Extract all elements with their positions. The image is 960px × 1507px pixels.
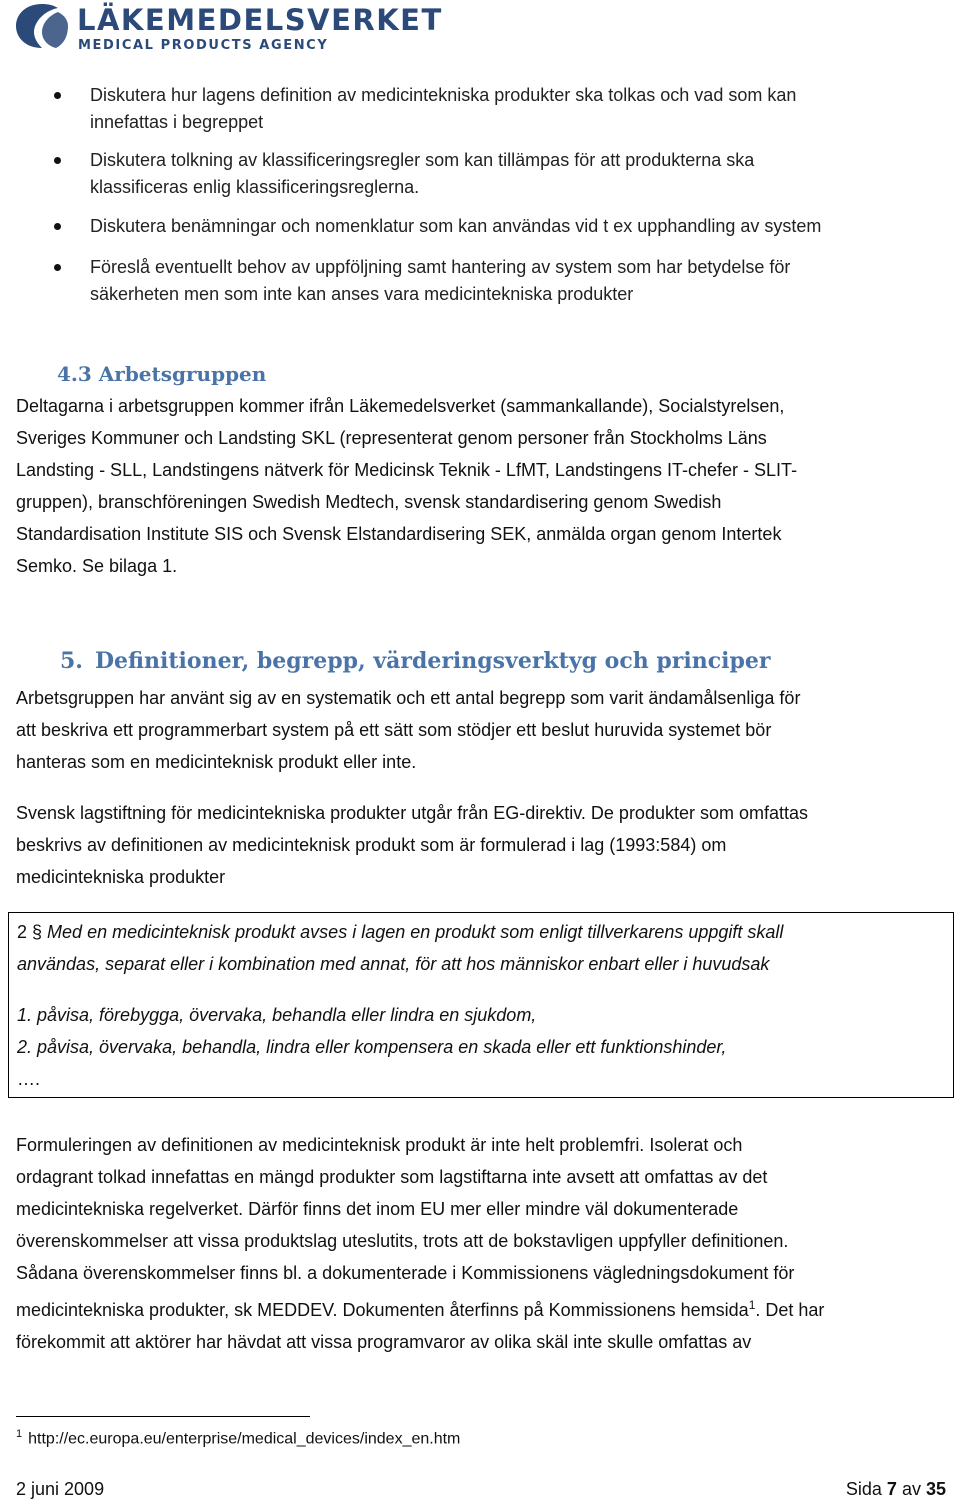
text-line: hanteras som en medicinteknisk produkt eller inte. bbox=[16, 752, 417, 772]
text-line: Deltagarna i arbetsgruppen kommer ifrån Läkemedelsverket (sammankallande), Socialstyrelsen, bbox=[16, 396, 785, 416]
bullet-line: innefattas i begreppet bbox=[90, 112, 264, 132]
bullet-icon bbox=[54, 92, 61, 99]
page-label: Sida bbox=[845, 1479, 882, 1499]
quote-line bbox=[17, 916, 783, 948]
bullet-list bbox=[0, 82, 940, 308]
bullet-line: Diskutera hur lagens definition av medicintekniska produkter ska tolkas och vad som kan bbox=[90, 85, 797, 105]
agency-logo bbox=[14, 2, 443, 53]
text-line: beskrivs av definitionen av medicinteknisk produkt som är formulerad i lag (1993:584) om bbox=[16, 835, 727, 855]
logo-subtitle: MEDICAL PRODUCTS AGENCY bbox=[78, 38, 329, 53]
quote-section-number: 2 § bbox=[17, 922, 43, 942]
quote-item: 2. påvisa, övervaka, behandla, lindra eller kompensera en skada eller ett funktionshinder, bbox=[17, 1037, 727, 1057]
text-line: Semko. Se bilaga 1. bbox=[16, 556, 178, 576]
total-pages: 35 bbox=[925, 1479, 946, 1499]
footnote-number: 1 bbox=[16, 1428, 23, 1440]
bullet-line: säkerheten men som inte kan anses vara medicintekniska produkter bbox=[90, 284, 634, 304]
bullet-line: Diskutera benämningar och nomenklatur som kan användas vid t ex upphandling av system bbox=[90, 216, 822, 236]
bullet-line: Diskutera tolkning av klassificeringsregler som kan tillämpas för att produkterna ska bbox=[90, 150, 755, 170]
text-line: Sveriges Kommuner och Landsting SKL (representerat genom personer från Stockholms Läns bbox=[16, 428, 767, 448]
text-line: förekommit att aktörer har hävdat att vissa programvaror av olika skäl inte skulle omfattas av bbox=[16, 1332, 752, 1352]
quote-item: 1. påvisa, förebygga, övervaka, behandla eller lindra en sjukdom, bbox=[17, 1005, 537, 1025]
text-line: överenskommelser att vissa produktslag uteslutits, trots att de bokstavligen uppfyller definitionen. bbox=[16, 1231, 789, 1251]
footnote-divider bbox=[16, 1416, 310, 1417]
text-line: Sådana överenskommelser finns bl. a dokumenterade i Kommissionens vägledningsdokument för bbox=[16, 1263, 795, 1283]
footnote-link[interactable]: http://ec.europa.eu/enterprise/medical_devices/index_en.htm bbox=[28, 1430, 461, 1448]
text-line: medicintekniska regelverket. Därför finns det inom EU mer eller mindre väl dokumenterade bbox=[16, 1199, 739, 1219]
text-line: Arbetsgruppen har använt sig av en systematik och ett antal begrepp som varit ändamålsenliga för bbox=[16, 688, 801, 708]
list-item bbox=[0, 254, 940, 308]
bullet-icon bbox=[54, 157, 61, 164]
page-number: 7 bbox=[886, 1479, 897, 1499]
section-heading-5 bbox=[60, 648, 770, 674]
list-item bbox=[0, 82, 940, 136]
text-line: Formuleringen av definitionen av medicinteknisk produkt är inte helt problemfri. Isolerat och bbox=[16, 1135, 743, 1155]
bullet-icon bbox=[54, 223, 61, 230]
text-line: Landsting - SLL, Landstingens nätverk för Medicinsk Teknik - LfMT, Landstingens IT-chefer - SLIT- bbox=[16, 460, 798, 480]
text-line: Svensk lagstiftning för medicintekniska produkter utgår från EG-direktiv. De produkter som omfattas bbox=[16, 803, 809, 823]
logo-name: LÄKEMEDELSVERKET bbox=[77, 3, 443, 37]
footnote bbox=[16, 1428, 460, 1448]
text-line: att beskriva ett programmerbart system på ett sätt som stödjer ett beslut huruvida systemet bör bbox=[16, 720, 772, 740]
bullet-line: klassificeras enlig klassificeringsreglerna. bbox=[90, 177, 420, 197]
text-line bbox=[16, 1289, 946, 1326]
bullet-line: Föreslå eventuellt behov av uppföljning samt hantering av system som har betydelse för bbox=[90, 257, 791, 277]
section-number: 5. bbox=[60, 648, 83, 674]
text-line: ordagrant tolkad innefattas en mängd produkter som lagstiftarna inte avsett att omfattas av det bbox=[16, 1167, 768, 1187]
text-line: Standardisation Institute SIS och Svensk Elstandardisering SEK, anmälda organ genom Intertek bbox=[16, 524, 782, 544]
bullet-icon bbox=[54, 264, 61, 271]
footer-date: 2 juni 2009 bbox=[16, 1479, 105, 1499]
paragraph-3 bbox=[16, 1129, 946, 1358]
text-line: medicintekniska produkter bbox=[16, 867, 226, 887]
logo-mark-icon bbox=[14, 2, 70, 50]
quote-line: användas, separat eller i kombination med annat, för att hos människor enbart eller i huvudsak bbox=[17, 954, 770, 974]
section-title: Definitioner, begrepp, värderingsverktyg och principer bbox=[94, 648, 771, 674]
law-quote-box bbox=[8, 912, 954, 1098]
text-segment: medicintekniska produkter, sk MEDDEV. Dokumenten återfinns på Kommissionens hemsida bbox=[16, 1300, 749, 1320]
section-heading-4-3: 4.3 Arbetsgruppen bbox=[57, 362, 267, 386]
list-item bbox=[0, 147, 940, 201]
text-line: gruppen), branschföreningen Swedish Medtech, svensk standardisering genom Swedish bbox=[16, 492, 722, 512]
quote-ellipsis: …. bbox=[17, 1069, 41, 1089]
text-segment: . Det har bbox=[755, 1300, 825, 1320]
page-indicator bbox=[846, 1479, 946, 1500]
of-label: av bbox=[901, 1479, 921, 1499]
section-5-paragraph-2 bbox=[16, 797, 946, 893]
section-5-paragraph-1 bbox=[16, 682, 946, 778]
footnote-ref[interactable]: 1 bbox=[748, 1298, 756, 1312]
section-4-3-body bbox=[16, 390, 946, 582]
quote-text: Med en medicinteknisk produkt avses i lagen en produkt som enligt tillverkarens uppgift skall bbox=[47, 922, 784, 942]
list-item bbox=[0, 213, 940, 240]
